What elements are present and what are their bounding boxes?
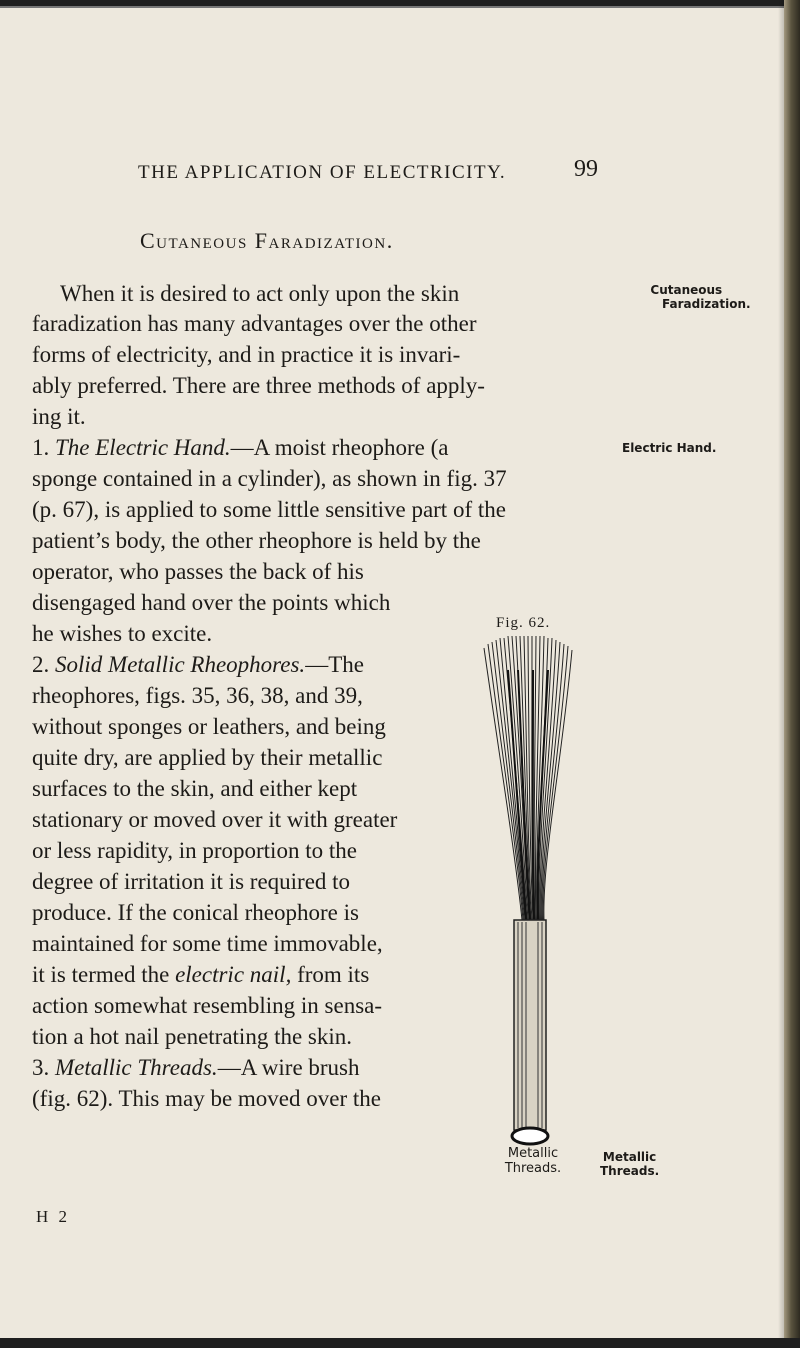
body-line: sponge contained in a cylinder), as shown in fig. 37 — [32, 466, 507, 491]
body-line: or less rapidity, in proportion to the — [32, 838, 357, 863]
margin-note-cutaneous-faradization — [622, 283, 751, 311]
section-title: Cutaneous Faradization. — [140, 228, 394, 253]
body-line: When it is desired to act only upon the skin — [60, 281, 460, 306]
item-number: 2. — [32, 652, 55, 677]
page-number: 99 — [574, 156, 598, 182]
body-line: patient’s body, the other rheophore is held by the — [32, 528, 481, 553]
body-line: (fig. 62). This may be moved over the — [32, 1086, 381, 1111]
body-line: forms of electricity, and in practice it is invari- — [32, 342, 461, 367]
body-line: ing it. — [32, 404, 86, 429]
top-page-edge-shadow — [0, 6, 800, 8]
figure-label: Fig. 62. — [496, 615, 551, 631]
item-number: 1. — [32, 435, 55, 460]
body-line: maintained for some time immovable, — [32, 931, 383, 956]
margin-note-metallic-threads — [600, 1150, 659, 1178]
book-spine-edge — [784, 0, 800, 1348]
body-line-electric-nail — [32, 960, 369, 990]
item-title: The Electric Hand. — [55, 435, 231, 460]
figure-caption — [500, 1146, 566, 1176]
body-line: disengaged hand over the points which — [32, 590, 391, 615]
margin-note-line: Faradization. — [662, 297, 751, 311]
body-line: (p. 67), is applied to some little sensitive part of the — [32, 497, 506, 522]
body-line: action somewhat resembling in sensa- — [32, 993, 383, 1018]
body-line: ably preferred. There are three methods of apply- — [32, 373, 485, 398]
margin-note-line: Cutaneous — [650, 283, 723, 297]
brush-handle — [514, 920, 546, 1130]
body-line: quite dry, are applied by their metallic — [32, 745, 383, 770]
figure-caption-line: Metallic — [507, 1146, 559, 1161]
body-line-electric-hand — [32, 433, 448, 463]
figure-caption-line: Threads. — [504, 1161, 562, 1176]
term-electric-nail: electric nail, — [175, 962, 292, 987]
margin-note-electric-hand: Electric Hand. — [622, 441, 717, 455]
body-line: produce. If the conical rheophore is — [32, 900, 359, 925]
signature-mark: H 2 — [36, 1207, 71, 1226]
body-line: without sponges or leathers, and being — [32, 714, 386, 739]
wire-brush-illustration — [478, 630, 586, 1150]
body-line-solid-rheophores — [32, 650, 364, 680]
body-line: surfaces to the skin, and either kept — [32, 776, 358, 801]
running-head: THE APPLICATION OF ELECTRICITY. — [138, 162, 507, 183]
margin-note-line: Threads. — [600, 1164, 660, 1178]
line-text: from its — [291, 962, 370, 987]
item-title: Metallic Threads. — [55, 1055, 218, 1080]
item-text: —A wire brush — [217, 1055, 360, 1080]
brush-handle-end — [512, 1128, 548, 1144]
body-line: he wishes to excite. — [32, 621, 213, 646]
item-text: —A moist rheophore (a — [230, 435, 449, 460]
body-line: faradization has many advantages over the other — [32, 311, 477, 336]
margin-note-line: Metallic — [602, 1150, 657, 1164]
item-number: 3. — [32, 1055, 55, 1080]
item-text: —The — [305, 652, 364, 677]
bottom-page-edge — [0, 1338, 800, 1348]
body-line: rheophores, figs. 35, 36, 38, and 39, — [32, 683, 363, 708]
line-text: it is termed the — [32, 962, 176, 987]
body-line: operator, who passes the back of his — [32, 559, 364, 584]
body-line-metallic-threads — [32, 1053, 360, 1083]
body-line: degree of irritation it is required to — [32, 869, 351, 894]
body-line: stationary or moved over it with greater — [32, 807, 398, 832]
item-title: Solid Metallic Rheophores. — [55, 652, 306, 677]
body-line: tion a hot nail penetrating the skin. — [32, 1024, 353, 1049]
